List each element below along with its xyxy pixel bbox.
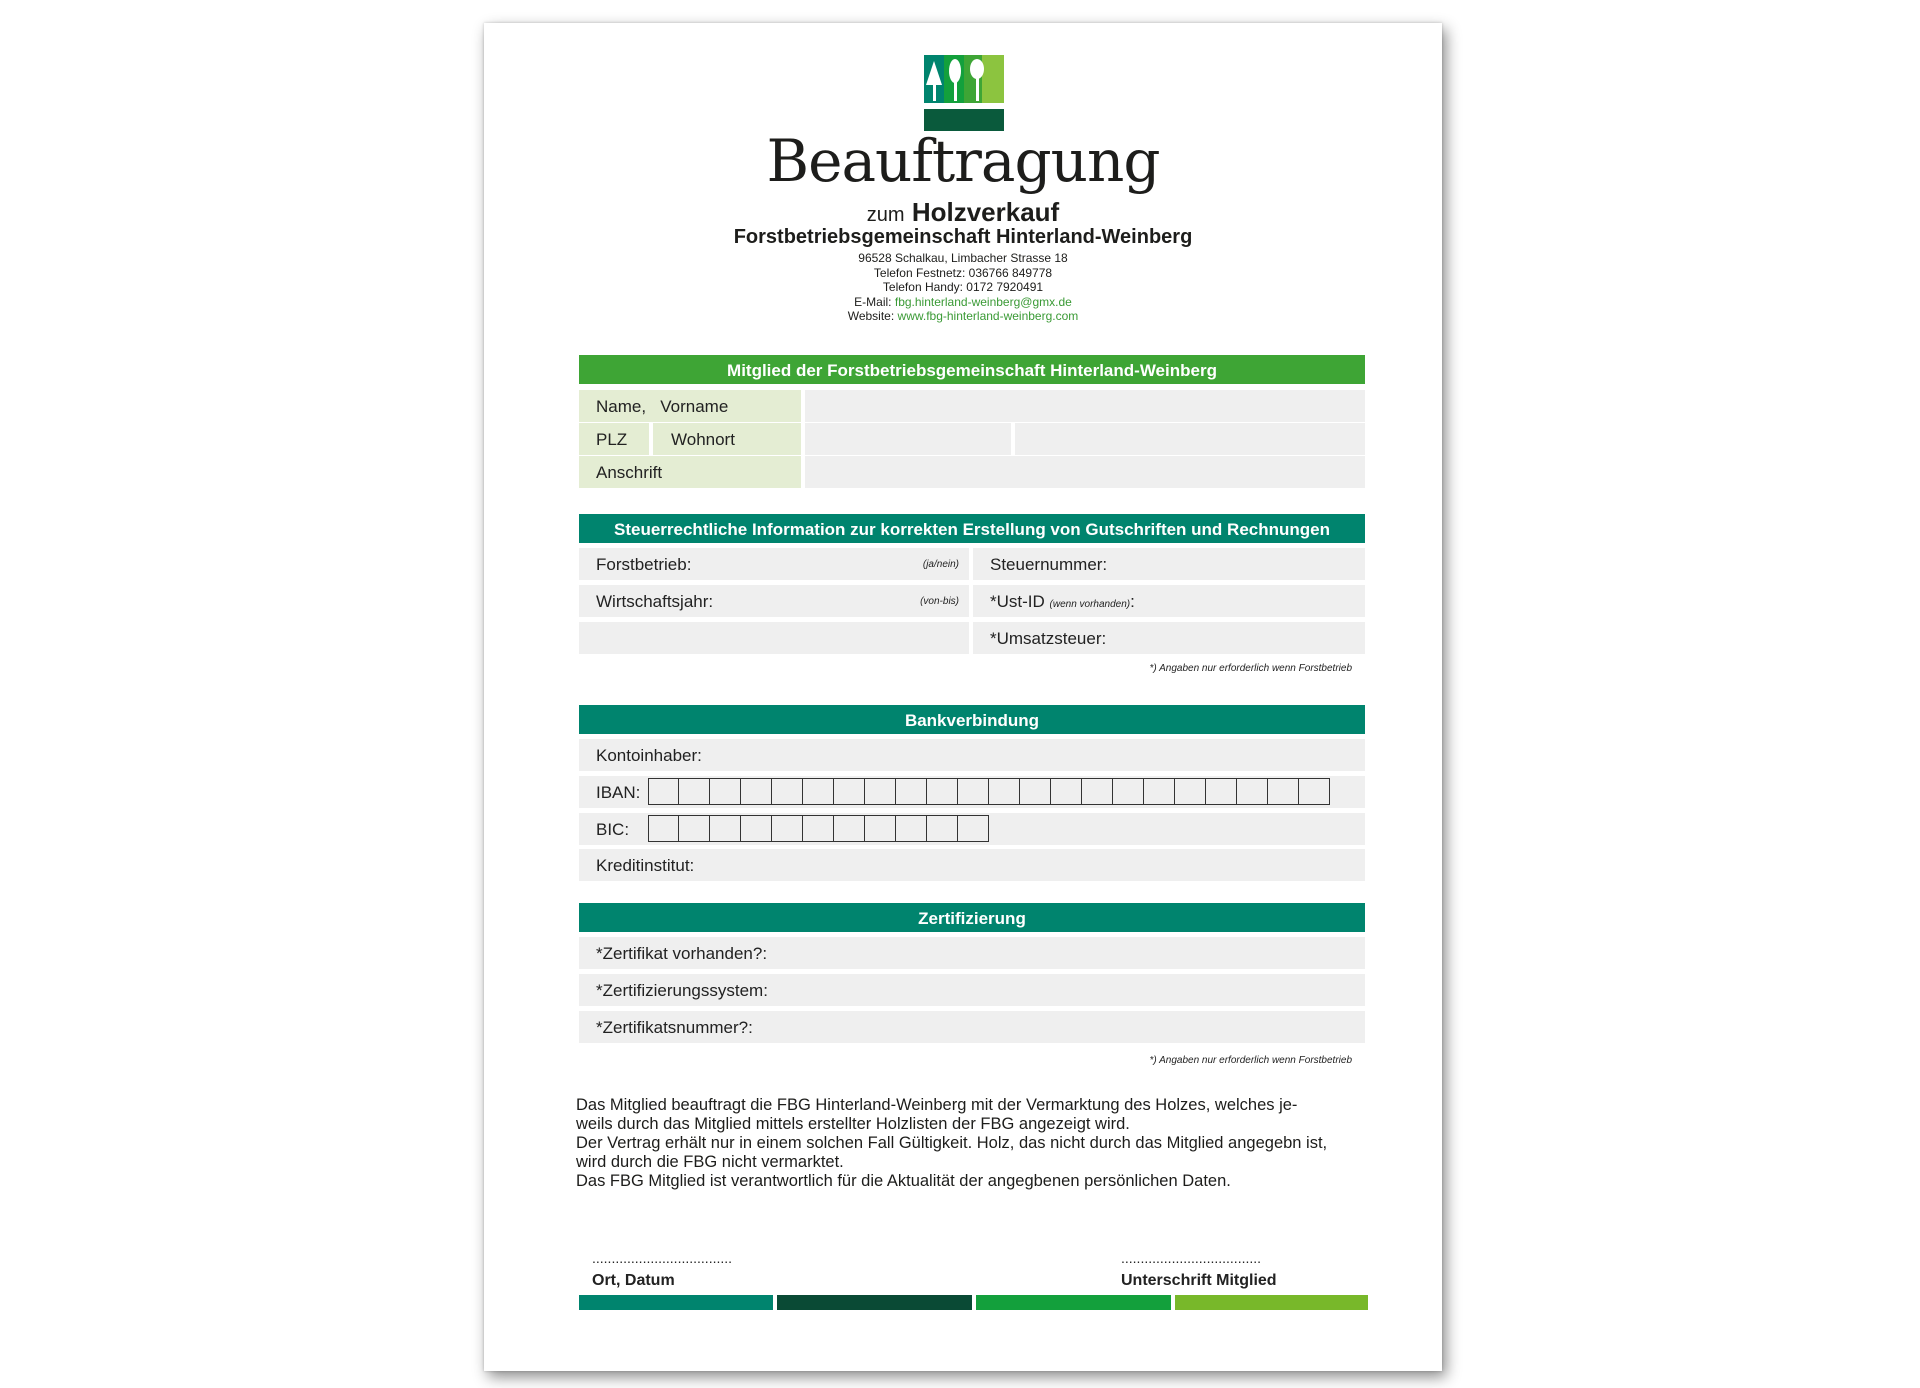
iban-box[interactable]	[803, 778, 834, 805]
address-field[interactable]	[805, 456, 1365, 488]
bic-box[interactable]	[865, 815, 896, 842]
address-label-cell	[579, 456, 801, 488]
bic-box[interactable]	[741, 815, 772, 842]
iban-box[interactable]	[741, 778, 772, 805]
bic-box[interactable]	[834, 815, 865, 842]
contract-line: Der Vertrag erhält nur in einem solchen Fall Gültigkeit. Holz, das nicht durch das Mitglied angegebn ist,	[576, 1134, 1328, 1152]
bic-box[interactable]	[803, 815, 834, 842]
holder-label: Kontoinhaber:	[596, 746, 702, 765]
bic-box[interactable]	[710, 815, 741, 842]
tax-number-label: Steuernummer:	[990, 555, 1108, 574]
cert-number-field[interactable]	[579, 1011, 1365, 1043]
bic-box[interactable]	[958, 815, 989, 842]
iban-box[interactable]	[1175, 778, 1206, 805]
email-line	[484, 295, 1442, 310]
contract-line: Das FBG Mitglied ist verantwortlich für die Aktualität der angegbenen persönlichen Daten.	[576, 1172, 1231, 1190]
iban-box[interactable]	[958, 778, 989, 805]
holder-field[interactable]	[579, 739, 1365, 771]
iban-box[interactable]	[710, 778, 741, 805]
cert-section-heading: Zertifizierung	[579, 903, 1365, 932]
bic-box[interactable]	[772, 815, 803, 842]
phone-line: Telefon Festnetz: 036766 849778	[873, 265, 1053, 280]
contract-text	[576, 1096, 1376, 1191]
institute-label: Kreditinstitut:	[596, 856, 695, 875]
iban-box[interactable]	[1299, 778, 1330, 805]
iban-box[interactable]	[1082, 778, 1113, 805]
iban-box[interactable]	[772, 778, 803, 805]
firstname-label: Vorname	[660, 397, 729, 416]
institute-field[interactable]	[579, 849, 1365, 881]
email-label: E-Mail:	[854, 294, 892, 309]
iban-box[interactable]	[679, 778, 710, 805]
signature-line[interactable]: ....................................	[1121, 1250, 1262, 1266]
empty-cell	[579, 622, 969, 654]
forestry-label: Forstbetrieb:	[596, 555, 692, 574]
iban-box[interactable]	[1268, 778, 1299, 805]
tax-footnote: *) Angaben nur erforderlich wenn Forstbetrieb	[1149, 663, 1352, 674]
iban-box[interactable]	[1144, 778, 1175, 805]
zip-label: PLZ	[596, 430, 628, 449]
city-label: Wohnort	[671, 430, 735, 449]
iban-box[interactable]	[896, 778, 927, 805]
footer-stripe-dark-green	[777, 1295, 972, 1310]
bic-box[interactable]	[679, 815, 710, 842]
iban-box[interactable]	[834, 778, 865, 805]
mobile-line: Telefon Handy: 0172 7920491	[882, 280, 1044, 294]
name-label-cell	[579, 390, 801, 422]
website-label: Website:	[847, 309, 895, 323]
iban-box[interactable]	[1206, 778, 1237, 805]
cert-available-label: *Zertifikat vorhanden?:	[596, 944, 768, 963]
iban-box[interactable]	[648, 778, 679, 805]
iban-box[interactable]	[1020, 778, 1051, 805]
forestry-hint: (ja/nein)	[922, 559, 959, 570]
cert-system-field[interactable]	[579, 974, 1365, 1006]
bank-section-heading: Bankverbindung	[579, 705, 1365, 734]
contract-line: Das Mitglied beauftragt die FBG Hinterland-Weinberg mit der Vermarktung des Holzes, welches je-	[576, 1096, 1298, 1114]
zip-label-cell	[579, 423, 649, 455]
place-date-line[interactable]: ....................................	[592, 1250, 733, 1266]
fiscal-year-field[interactable]	[579, 585, 969, 617]
footer-stripe-green	[976, 1295, 1171, 1310]
subtitle-big: Holzverkauf	[911, 197, 1060, 227]
subtitle-small: zum	[866, 204, 905, 226]
city-field[interactable]	[1015, 423, 1365, 455]
form-title: Beauftragung	[766, 127, 1160, 195]
bic-boxes[interactable]	[648, 815, 989, 842]
tax-number-field[interactable]	[973, 548, 1365, 580]
name-field[interactable]	[805, 390, 1365, 422]
website-link[interactable]: www.fbg-hinterland-weinberg.com	[897, 309, 1079, 323]
sales-tax-field[interactable]	[973, 622, 1365, 654]
signature-label: Unterschrift Mitglied	[1121, 1272, 1277, 1289]
bic-box[interactable]	[896, 815, 927, 842]
organization-name: Forstbetriebsgemeinschaft Hinterland-Weinberg	[733, 226, 1193, 248]
iban-box[interactable]	[989, 778, 1020, 805]
vat-id-colon: :	[1130, 592, 1135, 611]
cert-footnote: *) Angaben nur erforderlich wenn Forstbetrieb	[1149, 1055, 1352, 1066]
iban-label: IBAN:	[596, 783, 641, 802]
footer-stripe-teal	[579, 1295, 773, 1310]
tax-section-heading: Steuerrechtliche Information zur korrekten Erstellung von Gutschriften und Rechnungen	[579, 514, 1365, 543]
name-label: Name,	[596, 397, 647, 416]
contract-line: wird durch die FBG nicht vermarktet.	[576, 1153, 844, 1171]
zip-field[interactable]	[805, 423, 1011, 455]
bic-box[interactable]	[648, 815, 679, 842]
city-label-cell	[653, 423, 801, 455]
vat-id-label: *Ust-ID	[990, 592, 1045, 611]
contract-line: weils durch das Mitglied mittels erstellter Holzlisten der FBG angezeigt wird.	[576, 1115, 1130, 1133]
vat-id-hint: (wenn vorhanden)	[1049, 599, 1131, 610]
iban-box[interactable]	[1113, 778, 1144, 805]
iban-box[interactable]	[1237, 778, 1268, 805]
address-line: 96528 Schalkau, Limbacher Strasse 18	[858, 251, 1068, 265]
bic-label: BIC:	[596, 820, 630, 839]
contact-block	[484, 251, 1442, 324]
cert-number-label: *Zertifikatsnummer?:	[596, 1018, 753, 1037]
fiscal-year-label: Wirtschaftsjahr:	[596, 592, 714, 611]
iban-box[interactable]	[1051, 778, 1082, 805]
form-subtitle	[484, 197, 1442, 228]
form-sheet	[484, 23, 1442, 1371]
iban-box[interactable]	[927, 778, 958, 805]
website-line	[484, 309, 1442, 324]
cert-available-field[interactable]	[579, 937, 1365, 969]
member-section-heading: Mitglied der Forstbetriebsgemeinschaft Hinterland-Weinberg	[579, 355, 1365, 384]
bic-box[interactable]	[927, 815, 958, 842]
fiscal-year-hint: (von-bis)	[920, 596, 959, 607]
address-label: Anschrift	[596, 463, 663, 482]
cert-system-label: *Zertifizierungssystem:	[596, 981, 768, 1000]
iban-boxes[interactable]	[648, 778, 1330, 805]
place-date-label: Ort, Datum	[592, 1272, 675, 1289]
iban-box[interactable]	[865, 778, 896, 805]
footer-stripe-lime	[1175, 1295, 1368, 1310]
sales-tax-label: *Umsatzsteuer:	[990, 629, 1107, 648]
vat-id-field[interactable]	[973, 585, 1365, 617]
email-link[interactable]: fbg.hinterland-weinberg@gmx.de	[894, 294, 1072, 309]
forestry-field[interactable]	[579, 548, 969, 580]
